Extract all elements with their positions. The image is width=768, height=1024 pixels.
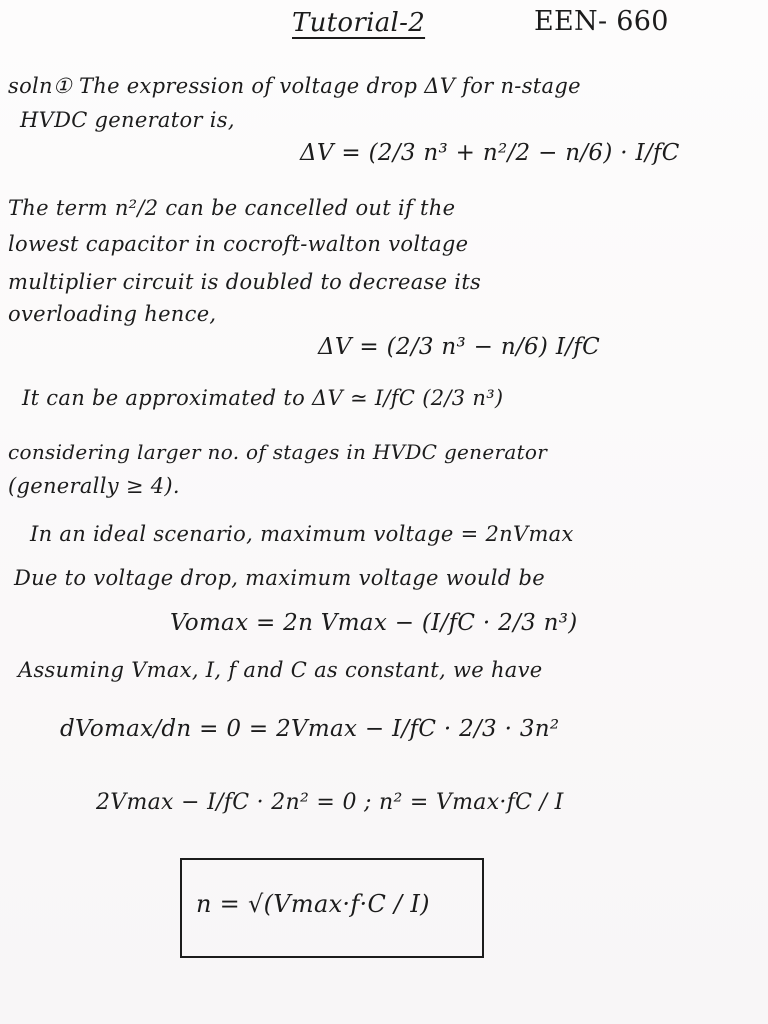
line-generator: HVDC generator is, <box>20 108 235 132</box>
line-overloading: overloading hence, <box>8 302 217 326</box>
line-assuming: Assuming Vmax, I, f and C as constant, we have <box>18 658 543 682</box>
line-term: The term n²/2 can be cancelled out if the <box>8 196 456 220</box>
line-ideal: In an ideal scenario, maximum voltage = 2nVmax <box>30 522 574 546</box>
line-intro: soln① The expression of voltage drop ΔV for n-stage <box>8 74 581 98</box>
line-derivative: dVomax/dn = 0 = 2Vmax − I/fC · 2/3 · 3n² <box>60 716 560 742</box>
tutorial-title: Tutorial-2 <box>292 8 426 38</box>
line-lowest: lowest capacitor in cocroft-walton voltage <box>8 232 469 256</box>
line-due-to-drop: Due to voltage drop, maximum voltage would be <box>14 566 545 590</box>
line-solve: 2Vmax − I/fC · 2n² = 0 ; n² = Vmax·fC / I <box>96 790 564 815</box>
line-delta-v-reduced: ΔV = (2/3 n³ − n/6) I/fC <box>318 334 600 360</box>
line-vomax: Vomax = 2n Vmax − (I/fC · 2/3 n³) <box>170 610 578 636</box>
line-final-result: n = √(Vmax·f·C / I) <box>196 890 430 918</box>
course-code: EEN- 660 <box>534 6 669 37</box>
line-generally: (generally ≥ 4). <box>8 474 180 498</box>
line-multiplier: multiplier circuit is doubled to decrease its <box>8 270 482 294</box>
line-approx: It can be approximated to ΔV ≃ I/fC (2/3 n³) <box>22 386 504 410</box>
line-considering: considering larger no. of stages in HVDC generator <box>8 440 548 464</box>
line-delta-v-full: ΔV = (2/3 n³ + n²/2 − n/6) · I/fC <box>300 140 680 166</box>
